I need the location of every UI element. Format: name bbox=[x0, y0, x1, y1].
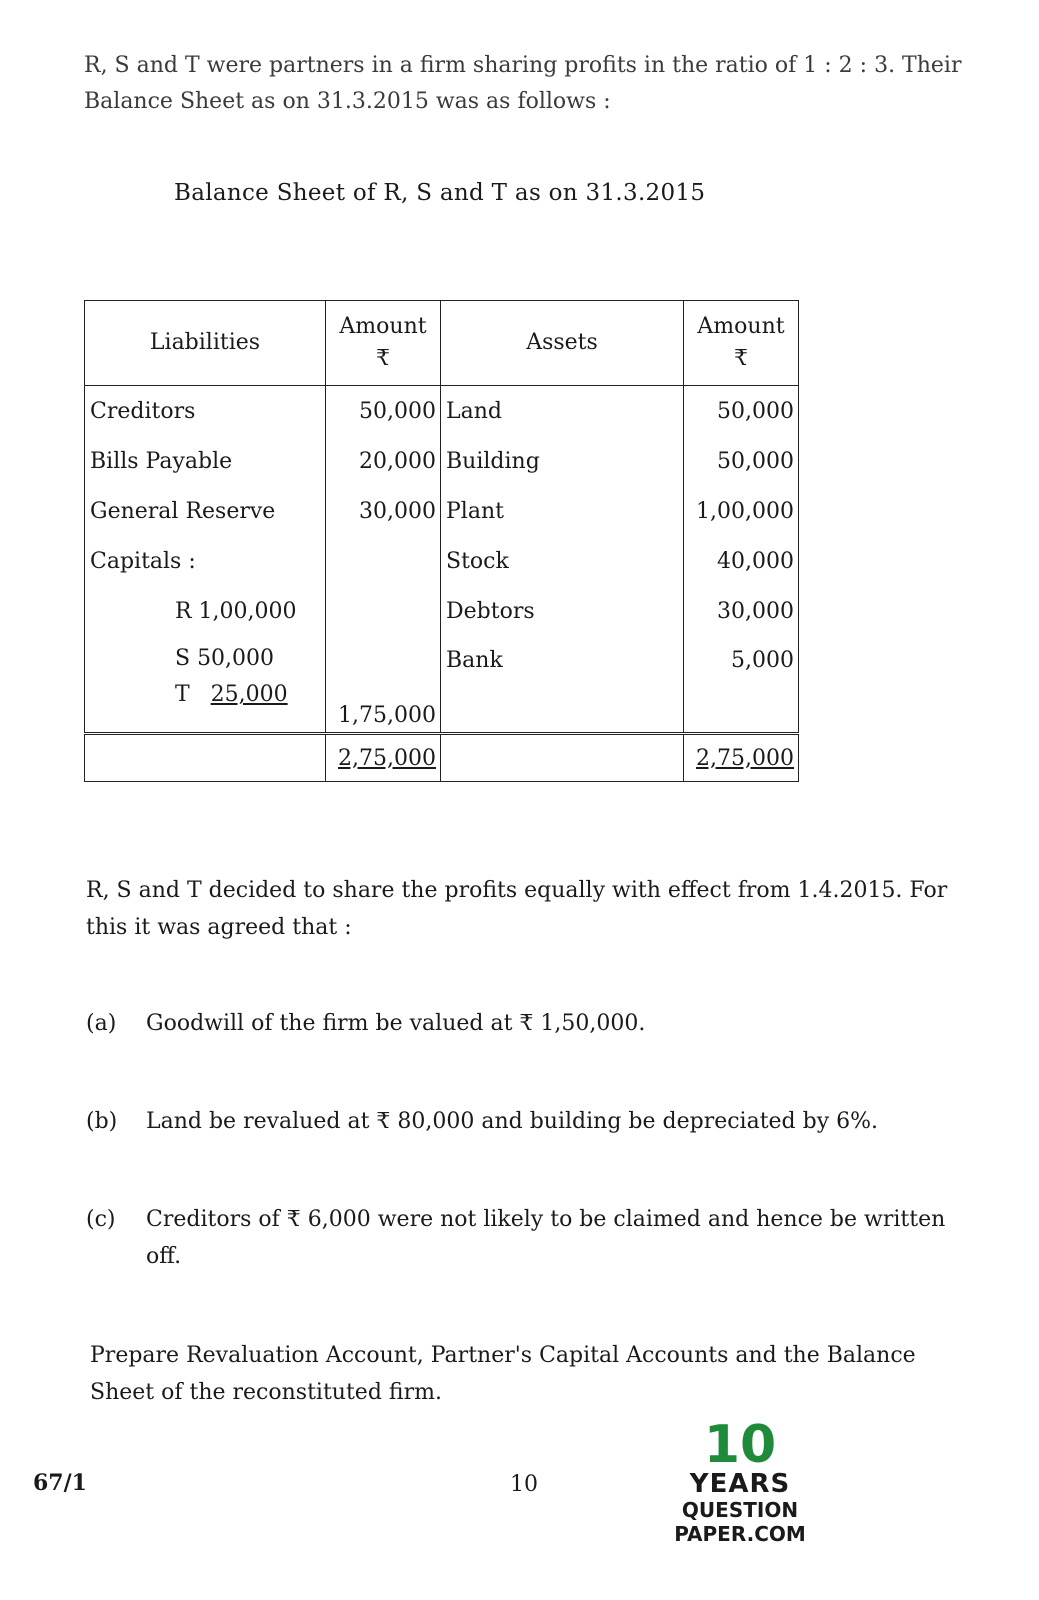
header-assets: Assets bbox=[441, 301, 684, 386]
instruction-text: Prepare Revaluation Account, Partner's Capital Accounts and the Balance Sheet of the reconstituted firm. bbox=[90, 1343, 916, 1405]
asset-amount-cell: 50,000 bbox=[684, 386, 799, 437]
empty-cell bbox=[85, 734, 326, 782]
table-row bbox=[85, 436, 799, 486]
header-amount-label: Amount bbox=[697, 314, 785, 339]
item-text: Land be revalued at ₹ 80,000 and building be depreciated by 6%. bbox=[146, 1109, 879, 1134]
total-assets: 2,75,000 bbox=[684, 734, 799, 782]
item-label: (b) bbox=[86, 1109, 118, 1134]
table-row bbox=[85, 386, 799, 437]
asset-cell: Bank bbox=[441, 636, 684, 734]
item-text: Goodwill of the firm be valued at ₹ 1,50,000. bbox=[146, 1011, 646, 1036]
liability-amount-cell bbox=[326, 586, 441, 636]
asset-amount-cell: 40,000 bbox=[684, 536, 799, 586]
asset-cell: Debtors bbox=[441, 586, 684, 636]
table-row bbox=[85, 636, 799, 734]
item-text: Creditors of ₹ 6,000 were not likely to be claimed and hence be written off. bbox=[146, 1207, 946, 1269]
totals-row bbox=[85, 734, 799, 782]
liability-amount-cell: 50,000 bbox=[326, 386, 441, 437]
logo-number: 10 bbox=[703, 1415, 777, 1475]
empty-cell bbox=[441, 734, 684, 782]
capital-t bbox=[175, 682, 325, 708]
capital-t-label: T bbox=[175, 682, 190, 707]
paper-code: 67/1 bbox=[33, 1470, 87, 1496]
balance-sheet-table bbox=[84, 300, 799, 782]
liability-cell: Bills Payable bbox=[85, 436, 326, 486]
capital-r-cell: R 1,00,000 bbox=[85, 586, 326, 636]
asset-cell: Building bbox=[441, 436, 684, 486]
item-label: (c) bbox=[86, 1207, 116, 1232]
rupee-icon: ₹ bbox=[376, 346, 390, 371]
page-number: 10 bbox=[510, 1472, 538, 1497]
capital-s: S 50,000 bbox=[175, 646, 275, 671]
rupee-icon: ₹ bbox=[734, 346, 748, 371]
intro-text: R, S and T were partners in a firm sharing profits in the ratio of 1 : 2 : 3. Their Balance Sheet as on 31.3.2015 was as follows : bbox=[84, 53, 962, 114]
table-header-row bbox=[85, 301, 799, 386]
table-row bbox=[85, 586, 799, 636]
logo-site: QUESTION PAPER.COM bbox=[674, 1498, 806, 1546]
item-label: (a) bbox=[86, 1011, 117, 1036]
site-logo bbox=[620, 1415, 860, 1546]
balance-sheet-title: Balance Sheet of R, S and T as on 31.3.2015 bbox=[174, 180, 706, 206]
asset-amount-cell: 1,00,000 bbox=[684, 486, 799, 536]
liability-amount-cell bbox=[326, 536, 441, 586]
total-liabilities: 2,75,000 bbox=[326, 734, 441, 782]
capital-t-value: 25,000 bbox=[210, 682, 288, 707]
table-row bbox=[85, 486, 799, 536]
header-amount-assets bbox=[684, 301, 799, 386]
header-liabilities: Liabilities bbox=[85, 301, 326, 386]
liability-cell: General Reserve bbox=[85, 486, 326, 536]
asset-amount-cell: 30,000 bbox=[684, 586, 799, 636]
liability-cell: Capitals : bbox=[85, 536, 326, 586]
logo-years: YEARS bbox=[689, 1469, 791, 1499]
asset-cell: Plant bbox=[441, 486, 684, 536]
table-row bbox=[85, 536, 799, 586]
liability-cell: Creditors bbox=[85, 386, 326, 437]
liability-amount-cell: 30,000 bbox=[326, 486, 441, 536]
asset-amount-cell: 5,000 bbox=[684, 636, 799, 734]
capital-total-cell: 1,75,000 bbox=[326, 636, 441, 734]
capital-st-cell bbox=[85, 636, 326, 734]
asset-cell: Land bbox=[441, 386, 684, 437]
asset-amount-cell: 50,000 bbox=[684, 436, 799, 486]
header-amount-liabilities bbox=[326, 301, 441, 386]
decision-paragraph: R, S and T decided to share the profits equally with effect from 1.4.2015. For this it was agreed that : bbox=[86, 878, 948, 940]
liability-amount-cell: 20,000 bbox=[326, 436, 441, 486]
header-amount-label: Amount bbox=[339, 314, 427, 339]
asset-cell: Stock bbox=[441, 536, 684, 586]
